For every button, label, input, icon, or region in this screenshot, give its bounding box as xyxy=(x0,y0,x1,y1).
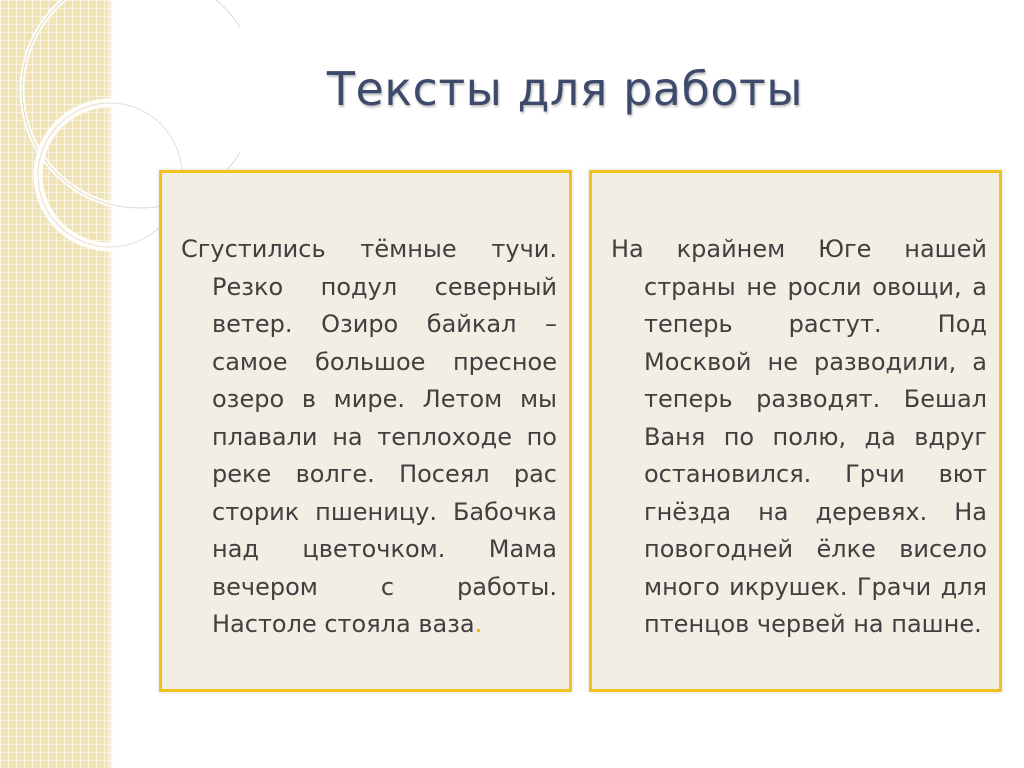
left-panel-text xyxy=(181,231,557,644)
page-title: Тексты для работы xyxy=(326,62,804,116)
right-text-panel xyxy=(589,170,1002,692)
left-panel-trailing-mark: . xyxy=(474,610,483,638)
left-panel-body: Сгустились тёмные тучи. Резко подул северный ветер. Озиро байкал – самое большое пресное озеро в мире. Летом мы плавали на теплоходе по реке волге. Посеял рас сторик пшеницу. Бабочка над цветочком. Мама вечером с работы. Настоле стояла ваза xyxy=(181,235,557,638)
decorative-side-strip xyxy=(0,0,113,768)
left-text-panel xyxy=(159,170,572,692)
right-panel-text: На крайнем Юге нашей страны не росли овощи, а теперь растут. Под Москвой не разводили, а теперь разводят. Бешал Ваня по полю, да вдруг остановился. Грчи вют гнёзда на деревях. На повогодней ёлке висело много икрушек. Грачи для птенцов червей на пашне. xyxy=(611,235,987,638)
